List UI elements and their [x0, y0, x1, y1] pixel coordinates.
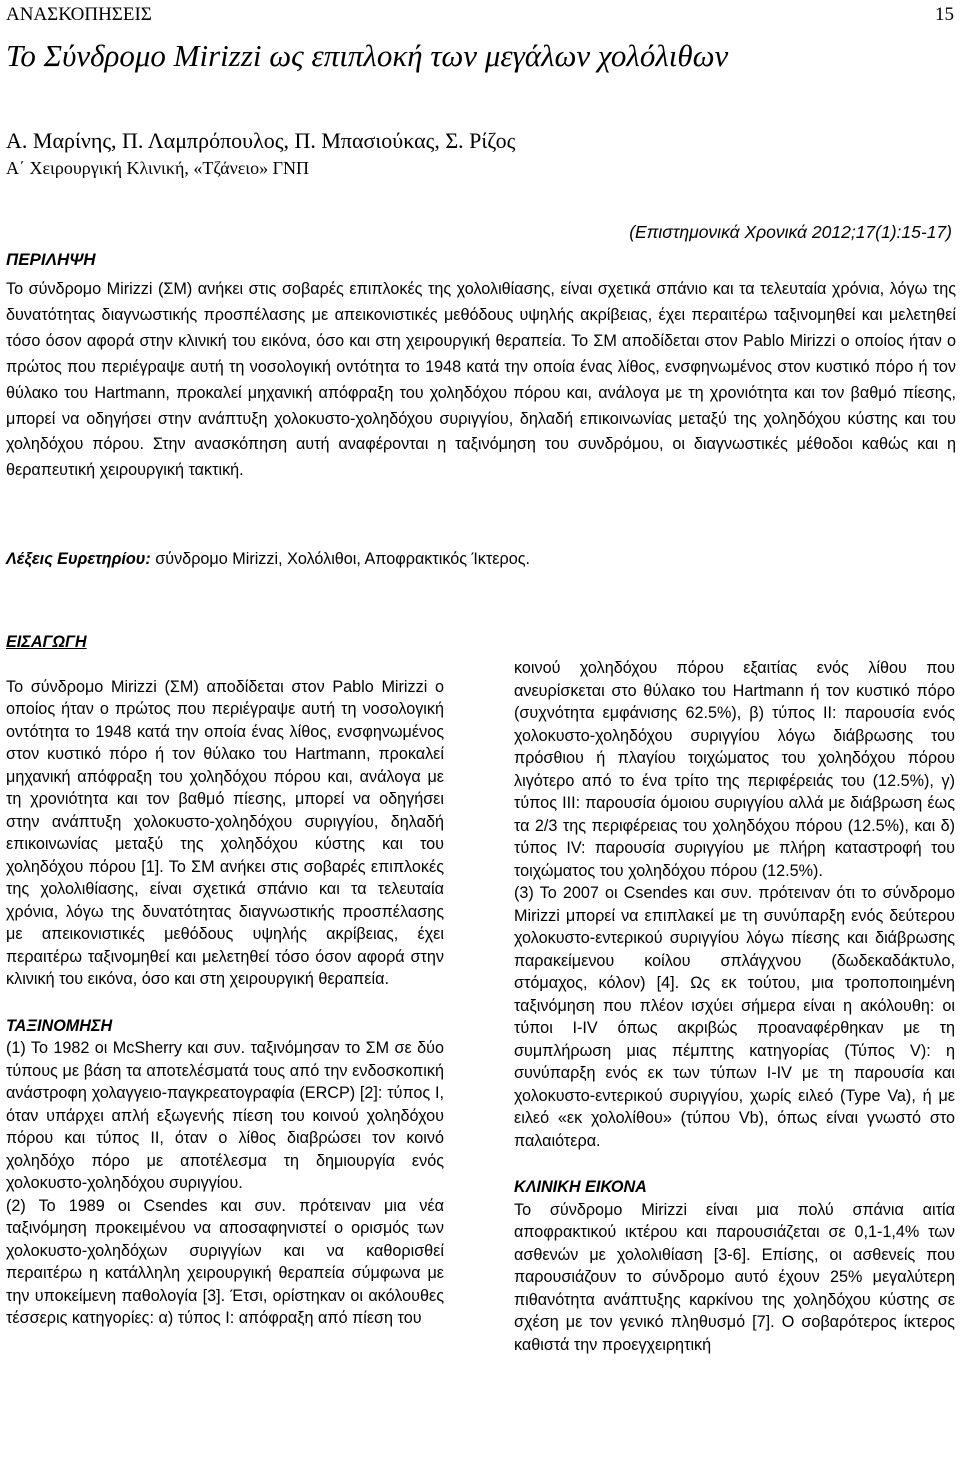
introduction-heading: ΕΙΣΑΓΩΓΗ — [6, 633, 87, 651]
classification-heading: ΤΑΞΙΝΟΜΗΣΗ — [6, 1016, 113, 1035]
journal-citation: (Επιστημονικά Χρονικά 2012;17(1):15-17) — [629, 222, 952, 242]
classification-paragraph-2: (2) Το 1989 οι Csendes και συν. πρότειναν μια νέα ταξινόμηση προκειμένου να αποσαφηνιστεί ο ορισμός των χολοκυστο-χοληδόχων συριγγίων και να καθορισθεί περαιτέρω η κατάλληλη χειρουργική θεραπεία σύμφωνα με την υποκείμενη παθολογία [3]. Έτσι, ορίστηκαν οι ακόλουθες τέσσερις κατηγορίες: α) τύπος Ι: απόφραξη από πίεση του — [6, 1196, 444, 1327]
article-title: Το Σύνδρομο Mirizzi ως επιπλοκή των μεγάλων χολόλιθων — [6, 38, 729, 73]
abstract-heading: ΠΕΡΙΛΗΨΗ — [6, 250, 96, 269]
abstract-text: Το σύνδρομο Mirizzi (ΣΜ) ανήκει στις σοβαρές επιπλοκές της χολολιθίασης, είναι σχετικά σπάνιο και τα τελευταία χρόνια, λόγω της δυνατότητας διαγνωστικής προσπέλασης με απεικονιστικές μεθόδους υψηλής ακρίβειας, έχει περαιτέρω ταξινομηθεί και μελετηθεί τόσο όσον αφορά στην κλινική του εικόνα, όσο και στη χειρουργική θεραπεία. Το ΣΜ αποδίδεται στον Pablo Mirizzi ο οποίος ήταν ο πρώτος που περιέγραψε αυτή τη νοσολογική οντότητα το 1948 κατά την οποία ένας λίθος, ενσφηνωμένος στον κυστικό πόρο ή τον θύλακο του Hartmann, προκαλεί μηχανική απόφραξη του χοληδόχου πόρου και, ανάλογα με τη χρονιότητα και τον βαθμό πίεσης, μπορεί να οδηγήσει στην ανάπτυξη χολοκυστο-χοληδόχου συριγγίου, δηλαδή επικοινωνίας μεταξύ της χοληδόχου κύστης και του χοληδόχου πόρου. Στην ανασκόπηση αυτή αναφέρονται η ταξινόμηση του συνδρόμου, οι διαγνωστικές μέθοδοι καθώς και η θεραπευτική χειρουργική τακτική. — [6, 280, 956, 480]
page-number: 15 — [935, 4, 954, 25]
right-column — [514, 657, 955, 1356]
section-label: ΑΝΑΣΚΟΠΗΣΕΙΣ — [6, 4, 152, 25]
classification-paragraph-3: (3) Το 2007 οι Csendes και συν. πρότειναν ότι το σύνδρομο Mirizzi μπορεί να επιπλακεί με τη συνύπαρξη ενός δεύτερου χολοκυστο-εντερικού συριγγίου λόγω πίεσης και διάβρωσης παρακείμενου κοίλου σπλάγχνου (δωδεκαδάκτυλο, στόμαχος, κόλον) [4]. Ως εκ τούτου, μια τροποποιημένη ταξινόμηση που πλέον ισχύει σήμερα είναι η ακόλουθη: οι τύποι Ι-IV όπως ακριβώς προαναφέρθηκαν με τη συμπλήρωση μιας πέμπτης κατηγορίας (Τύπος V): η συνύπαρξη ενός εκ των τύπων Ι-IV με τη παρουσία και χολοκυστο-εντερικού συριγγίου, χωρίς ειλεό (Type Va), ή με ειλεό «εκ χολολίθου» (τύπου Vb), όπως είναι γνωστό στο παλαιότερα. — [514, 884, 955, 1150]
classification-paragraph-2-continued: κοινού χοληδόχου πόρου εξαιτίας ενός λίθου που ανευρίσκεται στο θύλακο του Hartmann ή τον κυστικό πόρο (συχνότητα εμφάνισης 62.5%), β) τύπος ΙΙ: παρουσία ενός χολοκυστο-χοληδόχου συριγγίου λόγω διάβρωσης του πρόσθιου ή πλαγίου τοιχώματος του χοληδόχου πόρου λιγότερο από το ένα τρίτο της περιφέρειάς του (12.5%), γ) τύπος ΙΙΙ: παρουσία όμοιου συριγγίου αλλά με διάβρωση έως τα 2/3 της περιφέρειας του χοληδόχου πόρου (12.5%), και δ) τύπος ΙV: παρουσία συριγγίου με πλήρη καταστροφή του τοιχώματος του χοληδόχου πόρου (12.5%). — [514, 659, 955, 880]
affiliation: Α΄ Χειρουργική Κλινική, «Τζάνειο» ΓΝΠ — [6, 158, 310, 178]
keywords — [6, 550, 956, 569]
classification-paragraph-1: (1) Το 1982 οι McSherry και συν. ταξινόμησαν το ΣΜ σε δύο τύπους με βάση τα αποτελέσματά τους από την ενδοσκοπική ανάστροφη χολαγγειο-παγκρεατογραφία (ERCP) [2]: τύπος Ι, όταν υπάρχει απλή εξωγενής πίεση του κοινού χοληδόχου πόρου και τύπος ΙΙ, όταν ο λίθος διαβρώσει τον κοινό χοληδόχο πόρο με αποτέλεσμα τη δημιουργία ενός χολοκυστο-χοληδόχου συριγγίου. — [6, 1039, 444, 1192]
keywords-text: σύνδρομο Mirizzi, Χολόλιθοι, Αποφρακτικός Ίκτερος. — [155, 550, 531, 568]
clinical-heading: ΚΛΙΝΙΚΗ ΕΙΚΟΝΑ — [514, 1178, 647, 1196]
introduction-text: Το σύνδρομο Mirizzi (ΣΜ) αποδίδεται στον Pablo Mirizzi ο οποίος ήταν ο πρώτος που περιέγραψε αυτή τη νοσολογική οντότητα το 1948 κατά την οποία ένας λίθος, ενσφηνωμένος στον κυστικό πόρο ή τον θύλακο του Hartmann, προκαλεί μηχανική απόφραξη του χοληδόχου πόρου και, ανάλογα με τη χρονιότητα και τον βαθμό πίεσης, μπορεί να οδηγήσει στην ανάπτυξη χολοκυστο-χοληδόχου συριγγίου, δηλαδή επικοινωνίας μεταξύ της χοληδόχου κύστης και του χοληδόχου πόρου [1]. Το ΣΜ ανήκει στις σοβαρές επιπλοκές της χολολιθίασης, είναι σχετικά σπάνιο και τα τελευταία χρόνια, λόγω της δυνατότητας διαγνωστικής προσπέλασης με απεικονιστικές μεθόδους υψηλής ακρίβειας, έχει περαιτέρω ταξινομηθεί και μελετηθεί τόσο όσον αφορά στην κλινική του εικόνα, όσο και στη χειρουργική θεραπεία. — [6, 677, 444, 988]
keywords-label: Λέξεις Ευρετηρίου: — [6, 550, 151, 568]
clinical-text: Το σύνδρομο Mirizzi είναι μια πολύ σπάνια αιτία αποφρακτικού ικτέρου και παρουσιάζεται σε 0,1-1,4% των ασθενών με χολολιθίαση [3-6]. Επίσης, οι ασθενείς που παρουσιάζουν το σύνδρομο αυτό έχουν 25% μεγαλύτερη πιθανότητα ανάπτυξης καρκίνου της χοληδόχου κύστης σε σχέση με τον γενικό πληθυσμό [7]. Ο σοβαρότερος ίκτερος καθιστά την προεγχειρητική — [514, 1200, 955, 1354]
left-column — [6, 631, 444, 1330]
authors: Α. Μαρίνης, Π. Λαμπρόπουλος, Π. Μπασιούκας, Σ. Ρίζος — [6, 128, 516, 153]
running-header — [6, 4, 954, 30]
